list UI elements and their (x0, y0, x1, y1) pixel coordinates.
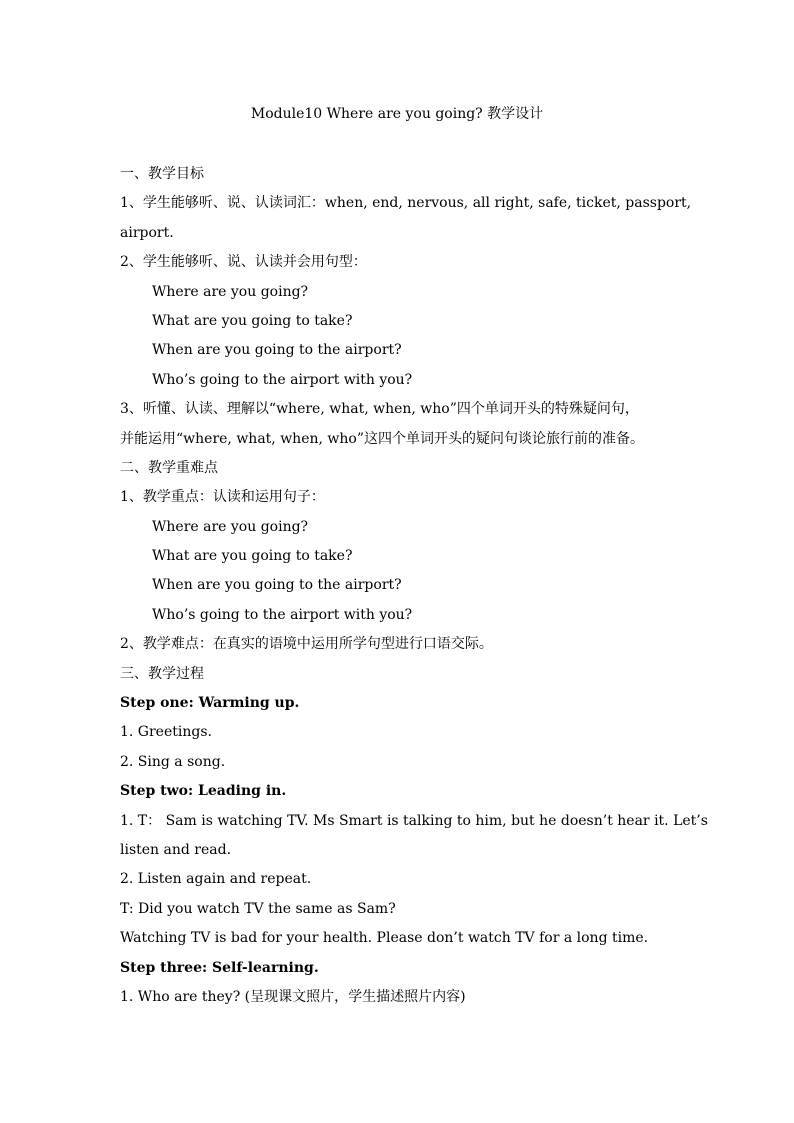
objective-2-sentence: What are you going to take? (152, 312, 353, 329)
step-2-line-1: 1. T： Sam is watching TV. Ms Smart is talking to him, but he doesn’t hear it. Let’s (120, 812, 708, 829)
key-sentence: When are you going to the airport? (152, 577, 402, 594)
objective-2-sentence: When are you going to the airport? (152, 342, 402, 359)
objective-2-sentence: Who’s going to the airport with you? (152, 371, 413, 388)
document-body (120, 160, 708, 1012)
process-heading: 三、教学过程 (120, 665, 204, 682)
objective-2-sentence: Where are you going? (152, 283, 309, 300)
step-1-item: 2. Sing a song. (120, 753, 226, 770)
key-point-2: 2、教学难点：在真实的语境中运用所学句型进行口语交际。 (120, 636, 493, 653)
objectives-heading: 一、教学目标 (120, 166, 204, 182)
step-2-line-3: 2. Listen again and repeat. (120, 871, 312, 888)
step-2-line-4: T: Did you watch TV the same as Sam? (120, 900, 396, 917)
objective-1-line-1: 1、学生能够听、说、认读词汇：when, end, nervous, all right, safe, ticket, passport, (120, 195, 692, 212)
step-2-line-5: Watching TV is bad for your health. Please don’t watch TV for a long time. (120, 930, 649, 947)
key-sentence: Who’s going to the airport with you? (152, 606, 413, 623)
step-2-heading: Step two: Leading in. (120, 783, 287, 800)
document-title: Module10 Where are you going? 教学设计 (250, 106, 544, 122)
objective-2-heading: 2、学生能够听、说、认读并会用句型： (120, 254, 367, 271)
key-point-1: 1、教学重点：认读和运用句子： (120, 489, 325, 506)
step-2-line-2: listen and read. (120, 841, 232, 858)
objective-3-line-2: 并能运用“where, what, when, who”这四个单词开头的疑问句谈论旅行前的准备。 (120, 430, 644, 447)
step-1-heading: Step one: Warming up. (120, 695, 300, 712)
key-sentence: Where are you going? (152, 518, 309, 535)
step-1-item: 1. Greetings. (120, 724, 212, 741)
objective-1-line-2: airport. (120, 224, 174, 241)
key-sentence: What are you going to take? (152, 548, 353, 565)
step-3-line-1: 1. Who are they? (呈现课文照片，学生描述照片内容) (120, 988, 466, 1005)
step-3-heading: Step three: Self-learning. (120, 959, 319, 976)
objective-3-line-1: 3、听懂、认读、理解以“where, what, when, who”四个单词开头的特殊疑问句， (120, 401, 639, 418)
key-points-heading: 二、教学重难点 (120, 459, 218, 476)
